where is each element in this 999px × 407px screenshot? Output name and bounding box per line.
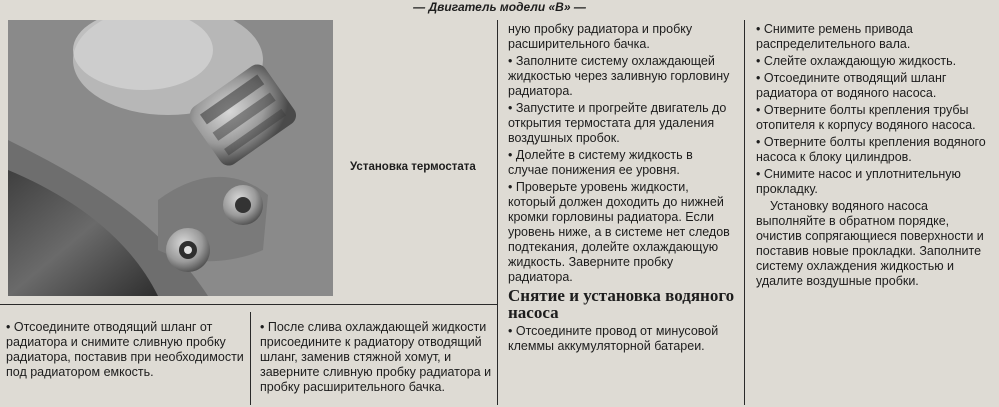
column-1 xyxy=(6,320,244,382)
paragraph: • Снимите насос и уплотнительную прокладку. xyxy=(756,167,961,196)
paragraph: • Долейте в систему жидкость в случае понижения ее уровня. xyxy=(508,148,693,177)
paragraph: • Отсоедините отводящий шланг радиатора от водяного насоса. xyxy=(756,71,947,100)
paragraph: • Заполните систему охлаждающей жидкостью через заливную горловину радиатора. xyxy=(508,54,730,98)
paragraph: • Слейте охлаждающую жидкость. xyxy=(756,54,957,68)
paragraph: Установку водяного насоса выполняйте в обратном порядке, очистив сопрягающиеся поверхности и поставив новые прокладки. Заполните систему охлаждения жидкостью и удалите воздушные пробки. xyxy=(756,199,984,288)
paragraph: • Отсоедините отводящий шланг от радиатора и снимите сливную пробку радиатора, поставив при необходимости под радиатором емкость. xyxy=(6,320,244,379)
photo-bottom-rule xyxy=(0,304,497,305)
column-divider xyxy=(744,20,745,405)
paragraph: • Отверните болты крепления трубы отопителя к корпусу водяного насоса. xyxy=(756,103,976,132)
paragraph: • Снимите ремень привода распределительного вала. xyxy=(756,22,913,51)
column-divider xyxy=(250,312,251,405)
paragraph: • Запустите и прогрейте двигатель до открытия термостата для удаления воздушных пробок. xyxy=(508,101,727,145)
column-2 xyxy=(260,320,492,397)
paragraph: • Отверните болты крепления водяного насоса к блоку цилиндров. xyxy=(756,135,986,164)
column-divider xyxy=(497,20,498,405)
thermostat-illustration xyxy=(8,20,333,296)
paragraph: • После слива охлаждающей жидкости присоедините к радиатору отводящий шланг, заменив стяжной хомут, и заверните сливную пробку радиатора и пробку расширительного бачка. xyxy=(260,320,492,394)
column-4 xyxy=(756,22,992,291)
running-header: — Двигатель модели «В» — xyxy=(413,0,586,14)
column-3 xyxy=(508,22,736,356)
thermostat-photo xyxy=(8,20,333,296)
paragraph: • Отсоедините провод от минусовой клеммы аккумуляторной батареи. xyxy=(508,324,719,353)
photo-caption: Установка термостата xyxy=(350,161,476,173)
paragraph: ную пробку радиатора и пробку расширительного бачка. xyxy=(508,22,693,51)
paragraph: • Проверьте уровень жидкости, который должен доходить до нижней кромки горловины радиатора. Если уровень ниже, а в системе нет следов подтекания, долейте охлаждающую жидкость. Заверните пробку радиатора. xyxy=(508,180,730,284)
section-title: Снятие и установка водяного насоса xyxy=(508,286,735,322)
